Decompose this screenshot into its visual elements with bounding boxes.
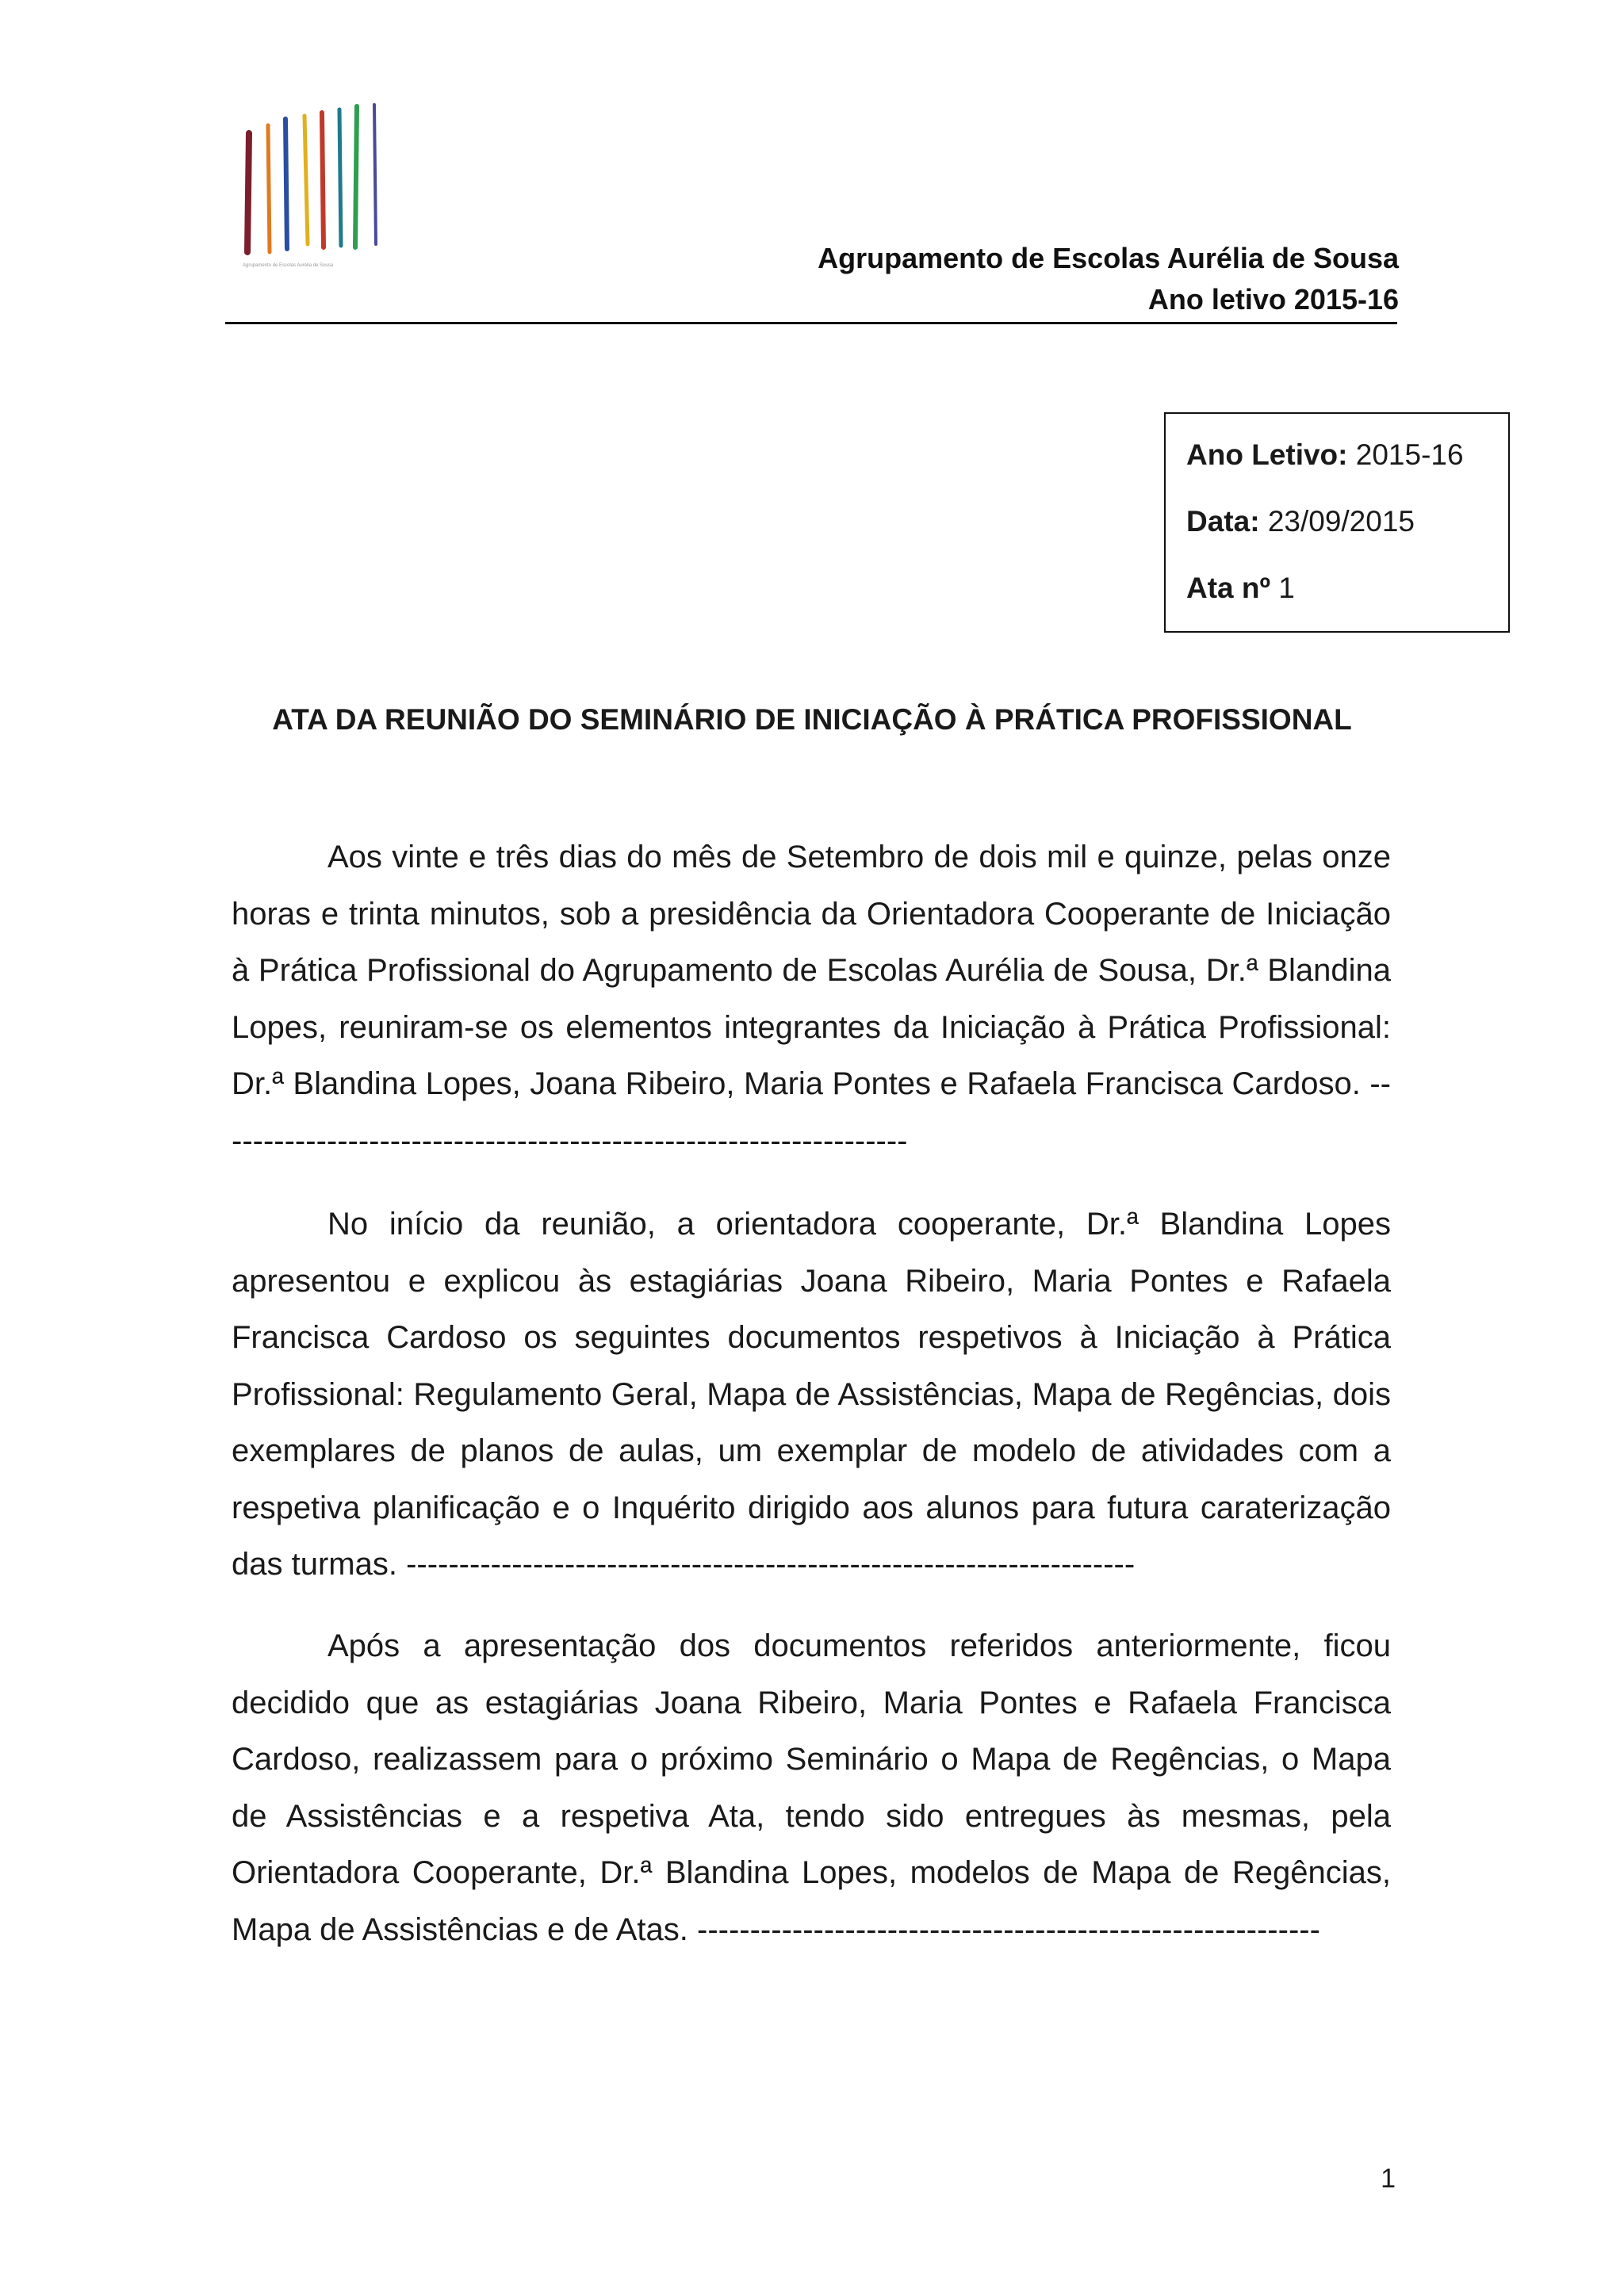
document-header [225, 238, 1399, 320]
info-row-data [1186, 488, 1488, 555]
logo-stripe [247, 133, 249, 252]
ata-value: 1 [1278, 572, 1295, 604]
info-row-ano-letivo [1186, 422, 1488, 488]
header-divider [225, 322, 1397, 324]
ano-letivo-label: Ano Letivo: [1186, 438, 1348, 471]
logo-stripe [268, 125, 270, 252]
logo-stripe [374, 105, 376, 244]
ata-label: Ata nº [1186, 572, 1271, 604]
data-label: Data: [1186, 505, 1260, 538]
header-school-year: Ano letivo 2015-16 [1147, 283, 1399, 316]
paragraph-1: Aos vinte e três dias do mês de Setembro de dois mil e quinze, pelas onze horas e trinta minutos, sob a presidência da Orientadora Cooperante de Iniciação à Prática Profissional do Agrupamento de Escolas Aurélia de Sousa, Dr.ª Blandina Lopes, reuniram-se os elementos integrantes da Iniciação à Prática Profissional: Dr.ª Blandina Lopes, Joana Ribeiro, Maria Pontes e Rafaela Francisca Cardoso. ------------------------------------------------------------------ [232, 840, 1391, 1158]
logo-stripe [304, 116, 308, 244]
info-row-ata [1186, 555, 1488, 622]
logo-stripe [339, 109, 341, 246]
ano-letivo-value: 2015-16 [1355, 438, 1464, 471]
logo-stripe [322, 113, 324, 247]
meeting-info-box [1164, 412, 1510, 633]
svg-text:Agrupamento de Escolas Aurélia: Agrupamento de Escolas Aurélia de Sousa [243, 263, 334, 268]
logo-stripe [285, 119, 287, 249]
paragraph-3: Após a apresentação dos documentos referidos anteriormente, ficou decidido que as estagiárias Joana Ribeiro, Maria Pontes e Rafaela Francisca Cardoso, realizassem para o próximo Seminário o Mapa de Regências, o Mapa de Assistências e a respetiva Ata, tendo sido entregues às mesmas, pela Orientadora Cooperante, Dr.ª Blandina Lopes, modelos de Mapa de Regências, Mapa de Assistências e de Atas. ----------------------------------------------------------- [232, 1628, 1391, 1947]
logo-stripe [355, 106, 357, 247]
header-school-name: Agrupamento de Escolas Aurélia de Sousa [818, 242, 1399, 274]
data-value: 23/09/2015 [1267, 505, 1415, 538]
paragraph-2: No início da reunião, a orientadora cooperante, Dr.ª Blandina Lopes apresentou e explicou às estagiárias Joana Ribeiro, Maria Pontes e Rafaela Francisca Cardoso os seguintes documentos respetivos à Iniciação à Prática Profissional: Regulamento Geral, Mapa de Assistências, Mapa de Regências, dois exemplares de planos de aulas, um exemplar de modelo de atividades com a respetiva planificação e o Inquérito dirigido aos alunos para futura caraterização das turmas. --------------------------------------------------------------------- [232, 1207, 1391, 1582]
page-number: 1 [1381, 2164, 1396, 2194]
document-title: ATA DA REUNIÃO DO SEMINÁRIO DE INICIAÇÃO À PRÁTICA PROFISSIONAL [272, 703, 1352, 736]
